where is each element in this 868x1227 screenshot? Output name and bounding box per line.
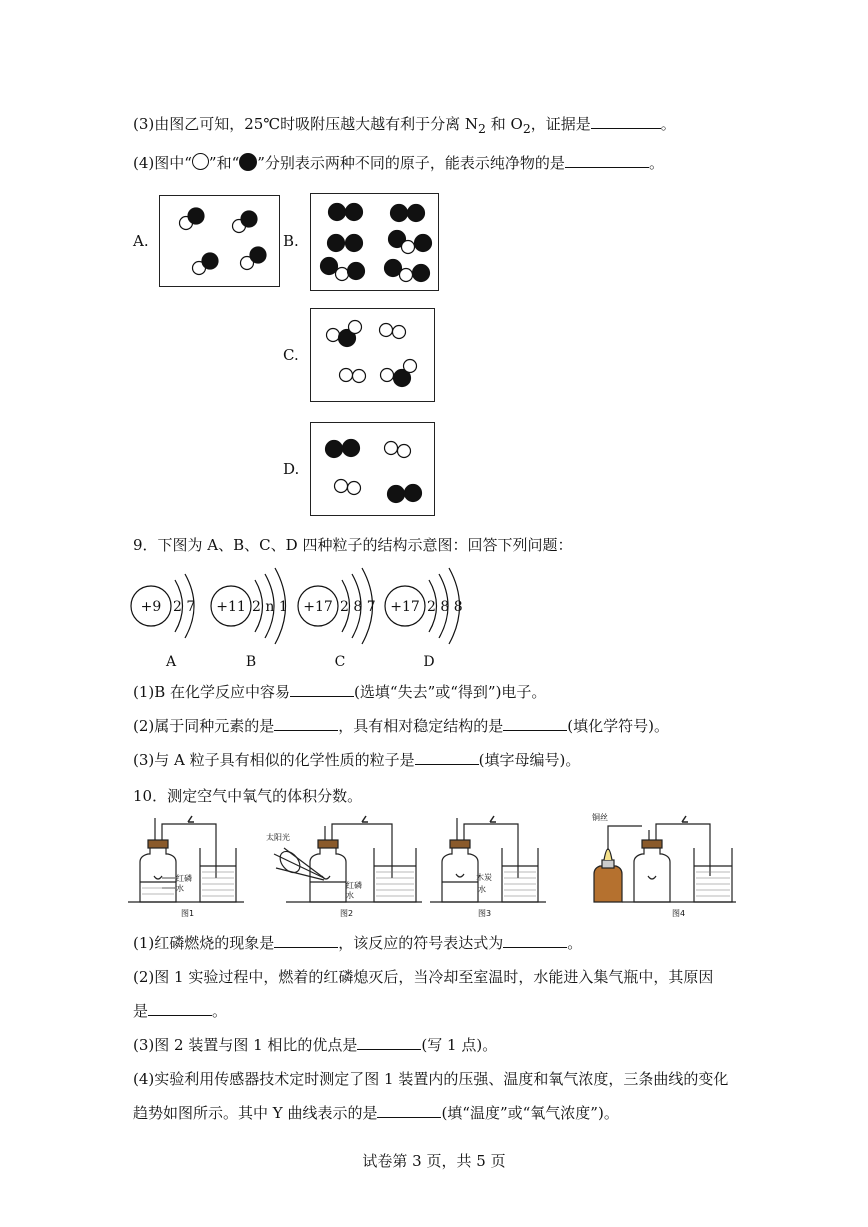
q10-part1: (1)红磷燃烧的现象是 ，该反应的符号表达式为 。 — [133, 934, 583, 952]
fig2-label-water: 水 — [346, 891, 354, 900]
particle-c-electrons: 2 8 7 — [340, 599, 376, 615]
fig3-label-charcoal: 木炭 — [476, 873, 492, 882]
particle-c-label: C — [334, 654, 346, 670]
option-a-box[interactable] — [159, 195, 280, 287]
answer-blank[interactable] — [591, 114, 661, 129]
particle-b-nucleus: +11 — [216, 599, 246, 615]
fig3-label-water: 水 — [478, 885, 486, 894]
option-b-label: B. — [283, 232, 299, 250]
particle-d-electrons: 2 8 8 — [427, 599, 463, 615]
particle-a-label: A — [165, 654, 177, 670]
particle-b-label: B — [245, 654, 257, 670]
q8-part4: (4)图中“ ”和“ ”分别表示两种不同的原子，能表示纯净物的是 。 — [133, 154, 664, 172]
fig4-caption: 图4 — [672, 909, 686, 918]
answer-blank[interactable] — [503, 933, 567, 948]
q9-part3: (3)与 A 粒子具有相似的化学性质的粒子是 (填字母编号)。 — [133, 751, 581, 769]
option-b-diagram — [311, 194, 438, 290]
fig3-caption: 图3 — [478, 909, 492, 918]
q10-part4-line2: 趋势如图所示。其中 Y 曲线表示的是 (填“温度”或“氧气浓度”)。 — [133, 1104, 619, 1122]
page-footer: 试卷第 3 页，共 5 页 — [362, 1152, 506, 1170]
q9-structure-diagrams — [128, 560, 488, 670]
particle-d-label: D — [423, 654, 435, 670]
answer-blank[interactable] — [357, 1035, 421, 1050]
fig2-label-sunlight: 太阳光 — [266, 833, 290, 842]
particle-c-nucleus: +17 — [303, 599, 333, 615]
option-b-box[interactable] — [310, 193, 439, 291]
q9-title: 9．下图为 A、B、C、D 四种粒子的结构示意图：回答下列问题： — [133, 536, 573, 554]
answer-blank[interactable] — [274, 933, 338, 948]
black-atom-icon — [239, 153, 257, 171]
option-d-diagram — [311, 423, 434, 515]
fig1-label-phosphorus: 红磷 — [176, 874, 192, 883]
fig1-label-water: 水 — [176, 884, 184, 893]
answer-blank[interactable] — [565, 153, 649, 168]
option-c-box[interactable] — [310, 308, 435, 402]
fig4-apparatus — [582, 810, 738, 923]
q10-title: 10．测定空气中氧气的体积分数。 — [133, 787, 363, 805]
q9-part1: (1)B 在化学反应中容易 (选填“失去”或“得到”)电子。 — [133, 683, 547, 701]
particle-d-nucleus: +17 — [390, 599, 420, 615]
q8-part3: (3)由图乙可知，25℃时吸附压越大越有利于分离 $N_2$ 和 $O_2$，证据是 。 — [133, 115, 676, 136]
fig3-apparatus — [430, 818, 548, 923]
answer-blank[interactable] — [415, 750, 479, 765]
fig1-caption: 图1 — [181, 909, 195, 918]
answer-blank[interactable] — [274, 716, 338, 731]
q10-part2-line2: 是 。 — [133, 1002, 228, 1020]
answer-blank[interactable] — [503, 716, 567, 731]
option-c-diagram — [311, 309, 434, 401]
fig2-caption: 图2 — [340, 909, 354, 918]
option-d-box[interactable] — [310, 422, 435, 516]
particle-a-nucleus: +9 — [140, 599, 162, 615]
option-d-label: D. — [283, 460, 300, 478]
white-atom-icon — [192, 153, 209, 170]
q10-part3: (3)图 2 装置与图 1 相比的优点是 (写 1 点)。 — [133, 1036, 498, 1054]
option-a-diagram — [160, 196, 279, 286]
fig4-label-copper-wire: 铜丝 — [592, 813, 608, 822]
fig2-label-phosphorus: 红磷 — [346, 881, 362, 890]
answer-blank[interactable] — [377, 1103, 441, 1118]
answer-blank[interactable] — [148, 1001, 212, 1016]
particle-b-electrons: 2 n 1 — [252, 599, 288, 615]
q10-part2-line1: (2)图 1 实验过程中，燃着的红磷熄灭后，当冷却至室温时，水能进入集气瓶中，其原因 — [133, 968, 714, 986]
fig2-apparatus — [266, 818, 424, 923]
option-c-label: C. — [283, 346, 299, 364]
particle-a-electrons: 2 7 — [173, 599, 196, 615]
answer-blank[interactable] — [290, 682, 354, 697]
fig1-apparatus — [128, 818, 246, 923]
option-a-label: A. — [133, 232, 149, 250]
q10-part4-line1: (4)实验利用传感器技术定时测定了图 1 装置内的压强、温度和氧气浓度，三条曲线的变化 — [133, 1070, 729, 1088]
q9-part2: (2)属于同种元素的是 ，具有相对稳定结构的是 (填化学符号)。 — [133, 717, 669, 735]
